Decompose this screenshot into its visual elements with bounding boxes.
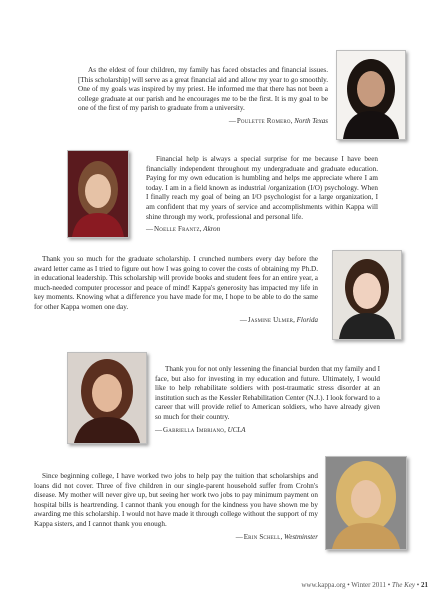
student-name: Jasmine Ulmer [247, 315, 294, 324]
student-school: Westminster [284, 532, 318, 541]
footer-site: www.kappa.org [301, 581, 346, 589]
page-number: 21 [421, 581, 428, 589]
testimonial-text: Thank you for not only lessening the financial burden that my family and I face, but also for investing in my education and future. Ultimately, I would like to help rehabilitate soldiers with post-traumatic stress disorder at an institution such as the Kessler Rehabilitation Center (N.J.). I look forward to a career that will provide relief to American soldiers, who have already given so much for their country. [155, 365, 380, 421]
student-school: Akron [203, 225, 221, 234]
testimonial-imbriano [155, 365, 380, 435]
testimonial-attribution: —Gabriella Imbriano, UCLA [155, 425, 246, 434]
testimonial-attribution: —Erin Schell, Westminster [235, 532, 318, 541]
student-name: Erin Schell [243, 532, 281, 541]
testimonial-attribution: —Noelle Frantz, Akron [146, 225, 221, 234]
testimonial-romero [78, 66, 328, 126]
student-photo [67, 150, 129, 238]
testimonial-ulmer [34, 255, 318, 325]
testimonial-attribution: —Poulette Romero, North Texas [228, 116, 328, 125]
testimonial-text: Since beginning college, I have worked two jobs to help pay the tuition that scholarships and loans did not cover. Three of five children in our single-parent household suffer from Crohn's disease. My mother will never give up, but seeing her work two jobs to pay minimum payment on hospital bills is heartrending. I cannot thank you enough for the kindness you have shown me by awarding me this scholarship. I would not have made it through college without the support of my Kappa sisters, and I cannot thank you enough. [34, 472, 318, 528]
footer-issue: Winter 2011 [351, 581, 386, 589]
testimonial-text: Financial help is always a special surprise for me because I have been financially independent throughout my undergraduate and graduate education. Paying for my own education is humbling and helps me appreciate where I am today. I am in a field known as industrial /organization (I/O) psychology. When I finally reach my goal of being an I/O psychologist for a large organization, I am confident that my years of service and accomplishments within Kappa will shine through my work, professional and personal life. [146, 155, 378, 221]
student-photo [332, 250, 402, 340]
student-name: Noelle Frantz [154, 225, 200, 234]
page-footer: www.kappa.org • Winter 2011 • The Key • 21 [301, 581, 428, 589]
student-name: Gabriella Imbriano [163, 425, 225, 434]
footer-magazine: The Key [391, 581, 416, 589]
testimonial-schell [34, 472, 318, 542]
testimonial-attribution: —Jasmine Ulmer, Florida [239, 315, 318, 324]
student-school: UCLA [227, 425, 246, 434]
student-photo [336, 50, 406, 140]
student-photo [67, 352, 147, 444]
student-name: Poulette Romero [236, 116, 291, 125]
testimonial-text: Thank you so much for the graduate scholarship. I crunched numbers every day before the award letter came as I tried to figure out how I was going to cover the costs of obtaining my Ph.D. in educational leadership. This scholarship will provide books and student fees for an entire year, a much-needed computer processor and peace of mind! Kappa's generosity has impacted my life in key moments. Knowing what a difference you have made for me, I hope to be able to do the same for other Kappa women one day. [34, 255, 319, 311]
testimonial-frantz [146, 155, 378, 234]
student-photo [325, 456, 407, 550]
testimonial-text: As the eldest of four children, my family has faced obstacles and financial issues. [This scholarship] will serve as a great financial aid and allow my year to go smoothly. One of my goals was inspired by my priest. He informed me that there has not been a college graduate at our parish and he encourages me to be the first. It is my goal to be one of the first of my parish to graduate from a university. [78, 66, 328, 113]
student-school: Florida [296, 315, 318, 324]
student-school: North Texas [294, 116, 328, 125]
